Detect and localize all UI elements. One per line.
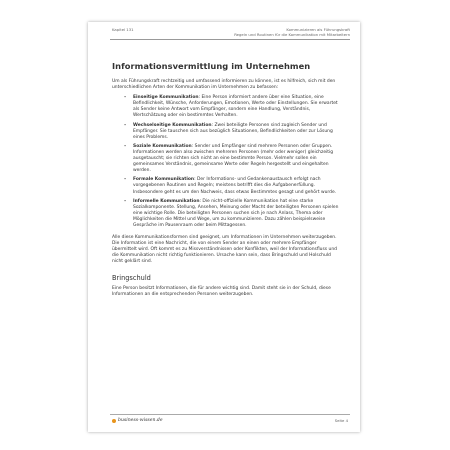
bullet-dash: –: [124, 122, 127, 128]
document-page: [88, 22, 360, 432]
bullet-dash: –: [124, 198, 127, 204]
definition-text: : Eine Person informiert andere über eine Situation, eine Befindlichkeit, Wünsche, Anforderungen, Emotionen, Werte oder Einstellungen. Sie erwartet als Sender keine Antwort vom Empfänger, sondern eine Handlung, Verständnis, Wertschätzung oder ein bestimmtes Verhalten.: [133, 95, 338, 119]
footer-logo: [112, 418, 163, 423]
list-item: [124, 95, 340, 119]
definition-list: [112, 95, 340, 229]
definition-term: Wechselseitige Kommunikation: [133, 122, 212, 128]
bullet-dash: –: [124, 177, 127, 183]
page-content: [112, 61, 340, 302]
list-item: [124, 177, 340, 195]
list-item: [124, 199, 340, 229]
running-header-line2: Regeln und Routinen für die Kommunikation mit Mitarbeitern: [234, 32, 350, 37]
list-item: [124, 144, 340, 174]
definition-text: : Zwei beteiligte Personen sind zugleich Sender und Empfänger. Sie tauschen sich aus bezüglich Situationen, Befindlichkeiten oder zur Lösung eines Problems.: [133, 122, 333, 140]
section-heading: Bringschuld: [112, 273, 151, 282]
running-header-line1: Kommunizieren als Führungskraft: [286, 27, 350, 32]
header-divider: [110, 39, 350, 40]
definition-term: Formale Kommunikation: [133, 177, 195, 183]
page-number: Seite 4: [334, 418, 348, 423]
bullet-dash: –: [124, 143, 127, 149]
definition-term: Soziale Kommunikation: [133, 143, 192, 149]
page-title: Informationsvermittlung im Unternehmen: [112, 61, 311, 71]
footer-divider: [110, 414, 350, 415]
bullet-dash: –: [124, 95, 127, 101]
definition-term: Einseitige Kommunikation: [133, 95, 199, 101]
logo-text: business-wissen.de: [118, 418, 163, 423]
logo-dot-icon: [112, 419, 116, 423]
section-paragraph: Eine Person besitzt Informationen, die für andere wichtig sind. Damit steht sie in der Schuld, diese Informationen an die entsprechenden Personen weiterzugeben.: [112, 285, 331, 297]
definition-text: : Sender und Empfänger sind mehrere Personen oder Gruppen. Informationen werden also zwischen mehreren Personen (mehr oder weniger) gleichzeitig ausgetauscht; sie richten sich nicht an eine bestimmte Person. Vielmehr sollen ein gemeinsames Verständnis, gemeinsame Werte oder Regeln hergestellt und eingehalten werden.: [133, 143, 334, 174]
chapter-label: Kapitel 131: [112, 27, 134, 32]
definition-text: : Der Informations- und Gedankenaustausch erfolgt nach vorgegebenen Routinen und Regeln; meistens betrifft dies die Aufgabenerfüllung. Insbesondere geht es um den Nachweis, dass etwas Bestimmtes gesagt und gehört wurde.: [133, 177, 337, 195]
list-item: [124, 123, 340, 141]
definition-term: Informelle Kommunikation: [133, 198, 200, 204]
summary-paragraph: Alle diese Kommunikationsformen sind geeignet, um Informationen im Unternehmen weiterzugeben. Die Information ist eine Nachricht, die von einem Sender an einen oder mehrere Empfänger übermittelt wird. Oft kommt es zu Missverständnissen oder Konflikten, weil der Informationsfluss und die Kommunikation nicht richtig funktionieren. Ursache kann sein, dass Bringschuld und Holschuld nicht geklärt sind.: [112, 235, 337, 265]
definition-text: : Die nicht-offizielle Kommunikation hat eine starke Sozialkomponente. Stellung, Ansehen, Meinung oder Macht der beteiligten Personen spielen eine wichtige Rolle. Die beteiligten Personen suchen sich je nach Anlass, Thema oder Möglichkeiten die Mittel und Wege, um zu kommunizieren. Dazu zählen beispielsweise Gespräche im Pausenraum oder beim Mittagessen.: [133, 198, 339, 228]
intro-paragraph: Um als Führungskraft rechtzeitig und umfassend informieren zu können, ist es hilfreich, sich mit den unterschiedlichen Arten der Kommunikation im Unternehmen zu befassen:: [112, 79, 336, 91]
running-header: [200, 27, 350, 37]
